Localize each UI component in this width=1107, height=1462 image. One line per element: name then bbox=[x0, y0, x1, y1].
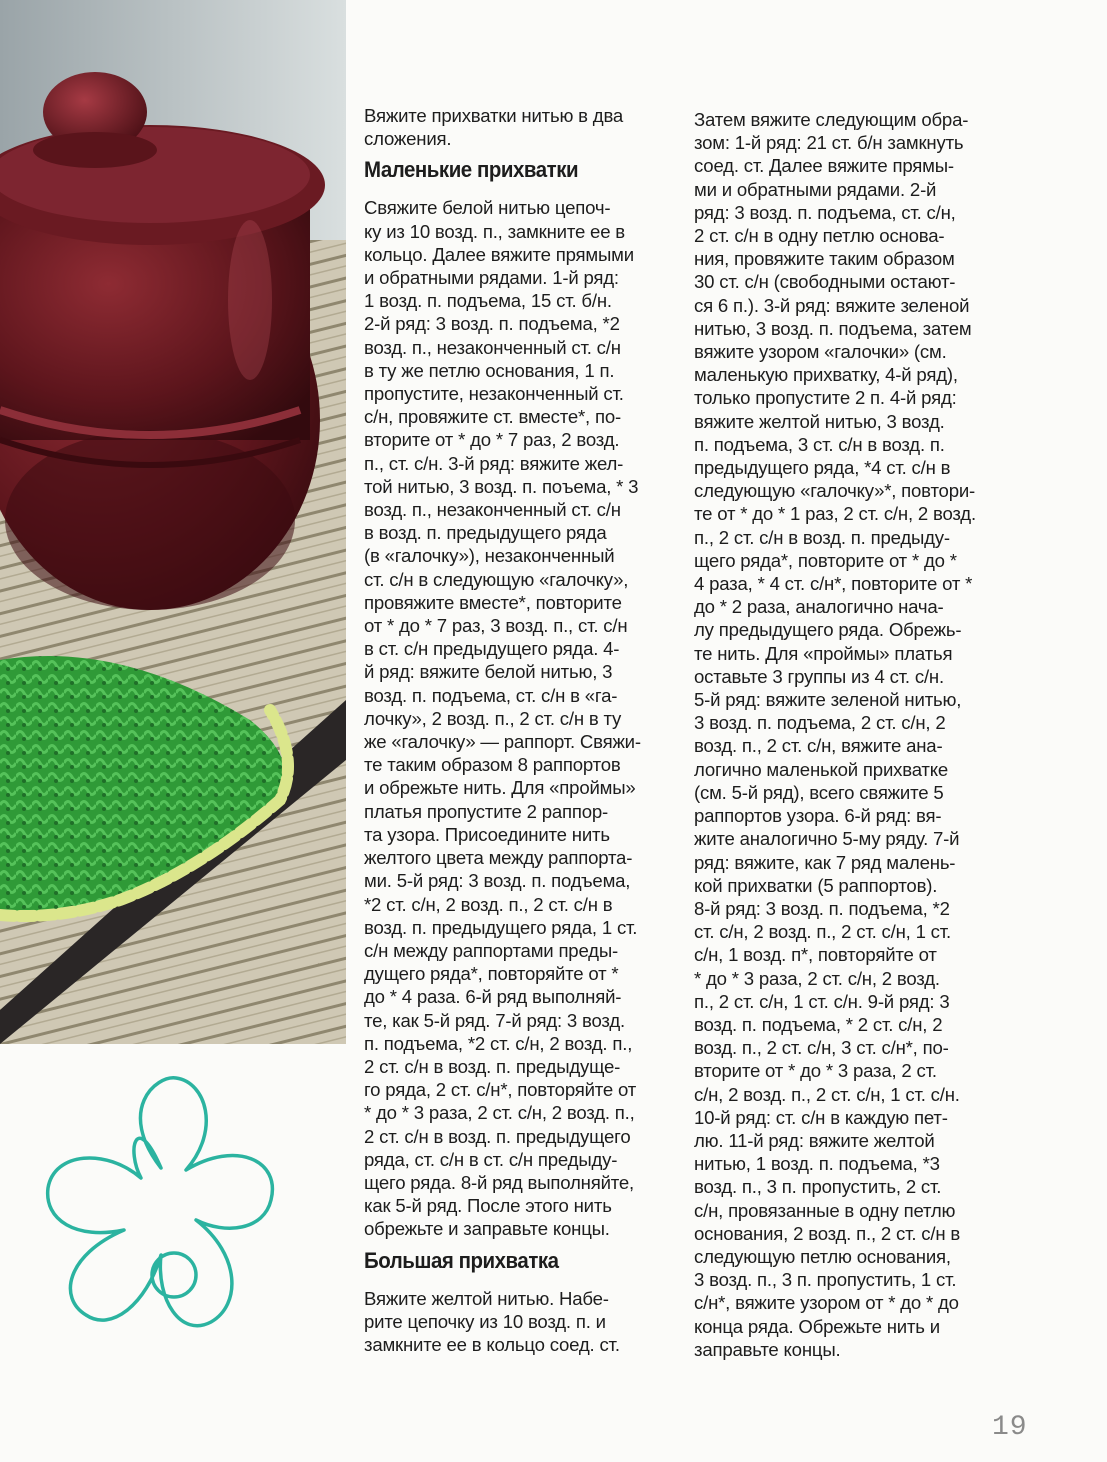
page-number: 19 bbox=[992, 1412, 1028, 1443]
large-potholder-instructions-continued: Затем вяжите следующим обра- зом: 1-й ряд: 21 ст. б/н замкнуть соед. ст. Далее вяжите прямы- ми и обратными рядами. 2-й ряд: 3 возд. п. подъема, ст. с/н, 2 ст. с/н в одну петлю основа- ния, провяжите таким образом 30 ст. с/н (свободными остают- ся 6 п.). 3-й ряд: вяжите зеленой нитью, 3 возд. п. подъема, затем вяжите узором «галочки» (см. маленькую прихватку, 4-й ряд), только пропустите 2 п. 4-й ряд: вяжите желтой нитью, 3 возд. п. подъема, 3 ст. с/н в возд. п. предыдущего ряда, *4 ст. с/н в следующую «галочку»*, повтори- те от * до * 1 раз, 2 ст. с/н, 2 возд. п., 2 ст. с/н в возд. п. предыду- щего ряда*, повторите от * до * 4 раза, * 4 ст. с/н*, повторите от * до * 2 раза, аналогично нача- лу предыдущего ряда. Обрежь- те нить. Для «проймы» платья оставьте 3 группы из 4 ст. с/н. 5-й ряд: вяжите зеленой нитью, 3 возд. п. подъема, 2 ст. с/н, 2 возд. п., 2 ст. с/н, вяжите ана- логично маленькой прихватке (см. 5-й ряд), всего свяжите 5 раппортов узора. 6-й ряд: вя- жите аналогично 5-му ряду. 7-й ряд: вяжите, как 7 ряд малень- кой прихватки (5 раппортов). 8-й ряд: 3 возд. п. подъема, *2 ст. с/н, 2 возд. п., 2 ст. с/н, 1 ст. с/н, 1 возд. п*, повторяйте от * до * 3 раза, 2 ст. с/н, 2 возд. п., 2 ст. с/н, 1 ст. с/н. 9-й ряд: 3 возд. п. подъема, * 2 ст. с/н, 2 возд. п., 2 ст. с/н, 3 ст. с/н*, по- вторите от * до * 3 раза, 2 ст. с/н, 2 возд. п., 2 ст. с/н, 1 ст. с/н. 10-й ряд: ст. с/н в каждую пет- лю. 11-й ряд: вяжите желтой нитью, 1 возд. п. подъема, *3 возд. п., 3 п. пропустить, 2 ст. с/н, провязанные в одну петлю основания, 2 возд. п., 2 ст. с/н в следующую петлю основания, 3 возд. п., 3 п. пропустить, 1 ст. с/н*, вяжите узором от * до * до конца ряда. Обрежьте нить и заправьте концы. bbox=[694, 109, 976, 1360]
large-potholder-instructions-start: Вяжите желтой нитью. Набе- рите цепочку из 10 возд. п. и замкните ее в кольцо соед. ст. bbox=[364, 1287, 620, 1355]
small-potholders-instructions: Свяжите белой нитью цепоч- ку из 10 возд. п., замкните ее в кольцо. Далее вяжите прямыми и обратными рядами. 1-й ряд: 1 возд. п. подъема, 15 ст. б/н. 2-й ряд: 3 возд. п. подъема, *2 возд. п., незаконченный ст. с/н в ту же петлю основания, 1 п. пропустите, незаконченный ст. с/н, провяжите ст. вместе*, по- вторите от * до * 7 раз, 2 возд. п., ст. с/н. 3-й ряд: вяжите жел- той нитью, 3 возд. п. поъема, * 3 возд. п., незаконченный ст. с/н в возд. п. предыдущего ряда (в «галочку»), незаконченный ст. с/н в следующую «галочку», провяжите вместе*, повторите от * до * 7 раз, 3 возд. п., ст. с/н в ст. с/н предыдущего ряда. 4- й ряд: вяжите белой нитью, 3 возд. п. подъема, ст. с/н в «га- лочку», 2 возд. п., 2 ст. с/н в ту же «галочку» — раппорт. Свяжи- те таким образом 8 раппортов и обрежьте нить. Для «проймы» платья пропустите 2 раппор- та узора. Присоедините нить желтого цвета между раппорта- ми. 5-й ряд: 3 возд. п. подъема, *2 ст. с/н, 2 возд. п., 2 ст. с/н в возд. п. предыдущего ряда, 1 ст. с/н между раппортами преды- дущего ряда*, повторяйте от * до * 4 раза. 6-й ряд выполняй- те, как 5-й ряд. 7-й ряд: 3 возд. п. подъема, *2 ст. с/н, 2 возд. п., 2 ст. с/н в возд. п. предыдуще- го ряда, 2 ст. с/н*, повторяйте от * до * 3 раза, 2 ст. с/н, 2 возд. п., 2 ст. с/н в возд. п. предыдущего ряда, ст. с/н в ст. с/н предыду- щего ряда. 8-й ряд выполняйте, как 5-й ряд. После этого нить обрежьте и заправьте концы. bbox=[364, 197, 641, 1240]
left-text-column bbox=[364, 104, 676, 1356]
pot-and-potholder-photo bbox=[0, 0, 346, 1044]
right-text-column bbox=[694, 108, 1014, 1361]
heading-small-potholders: Маленькие прихватки bbox=[364, 157, 579, 183]
flower-outline-icon bbox=[36, 1070, 286, 1360]
heading-large-potholder: Большая прихватка bbox=[364, 1247, 559, 1273]
photo-illustration bbox=[0, 0, 346, 1044]
intro-text: Вяжите прихватки нитью в два сложения. bbox=[364, 105, 624, 150]
